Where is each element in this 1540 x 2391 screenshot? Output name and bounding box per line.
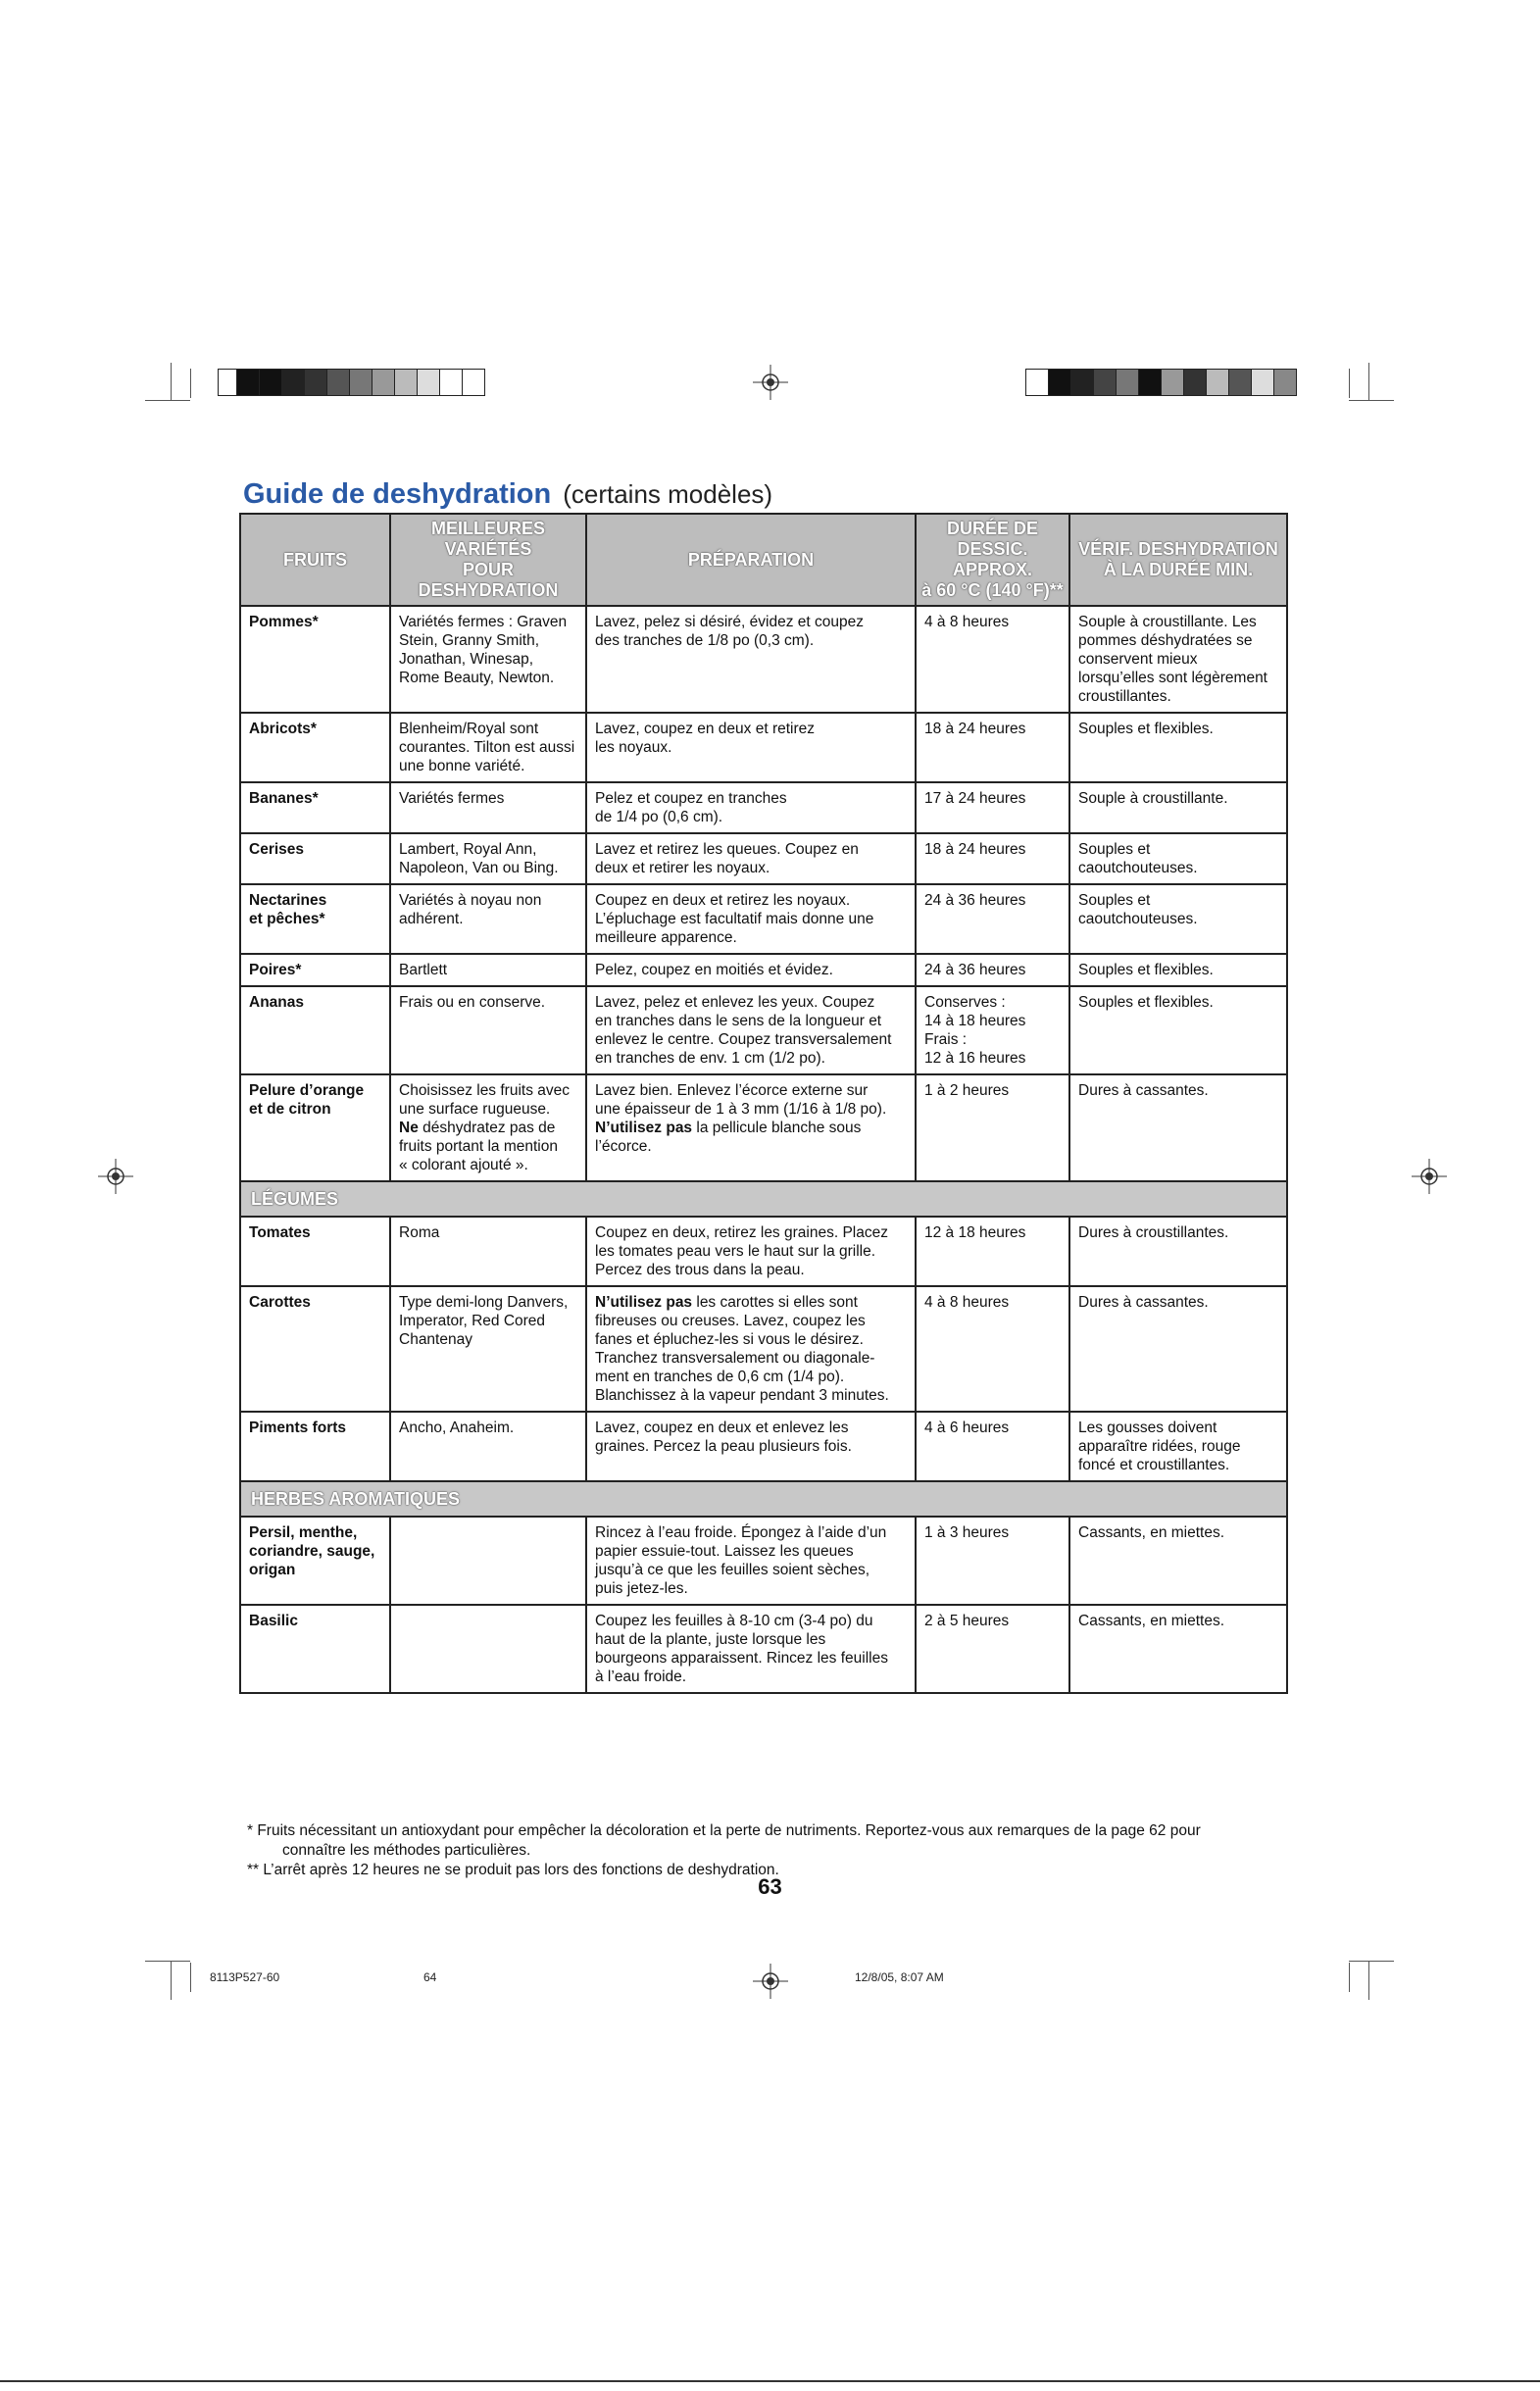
best-varieties <box>390 1605 586 1693</box>
preparation: Coupez en deux, retirez les graines. Placez les tomates peau vers le haut sur la grille. Percez des trous dans la peau. <box>586 1217 916 1286</box>
food-name: Pelure d’orange et de citron <box>240 1074 390 1181</box>
page-title-sub: (certains modèles) <box>563 479 773 509</box>
check-dryness: Souples et flexibles. <box>1069 954 1287 986</box>
footnote-antioxidant: * Fruits nécessitant un antioxydant pour empêcher la décoloration et la perte de nutriments. Reportez-vous aux remarques de la page 62 pour connaître les méthodes particulières. <box>247 1822 1201 1859</box>
best-varieties: Roma <box>390 1217 586 1286</box>
best-varieties: Blenheim/Royal sont courantes. Tilton est aussi une bonne variété. <box>390 713 586 782</box>
table-row <box>240 1074 1287 1181</box>
color-calibration-bar-left <box>218 369 485 396</box>
table-row <box>240 1517 1287 1605</box>
best-varieties: Ancho, Anaheim. <box>390 1412 586 1481</box>
crop-mark <box>171 363 172 400</box>
page-title <box>243 478 772 511</box>
crop-mark <box>145 400 190 401</box>
preparation: Lavez, pelez si désiré, évidez et coupez des tranches de 1/8 po (0,3 cm). <box>586 606 916 713</box>
registration-mark-icon <box>98 1159 133 1194</box>
check-dryness: Souples et caoutchouteuses. <box>1069 884 1287 954</box>
food-name: Persil, menthe, coriandre, sauge, origan <box>240 1517 390 1605</box>
section-header-herbes: HERBES AROMATIQUES <box>240 1481 1287 1517</box>
table-row <box>240 1217 1287 1286</box>
food-name: Tomates <box>240 1217 390 1286</box>
check-dryness: Dures à cassantes. <box>1069 1074 1287 1181</box>
check-dryness: Souple à croustillante. Les pommes déshydratées se conservent mieux lorsqu’elles sont légèrement croustillantes. <box>1069 606 1287 713</box>
drying-time: 18 à 24 heures <box>916 833 1069 884</box>
check-dryness: Souples et flexibles. <box>1069 986 1287 1074</box>
color-calibration-bar-right <box>1025 369 1297 396</box>
preparation: Pelez et coupez en tranches de 1/4 po (0,6 cm). <box>586 782 916 833</box>
food-name: Basilic <box>240 1605 390 1693</box>
registration-mark-icon <box>753 1964 788 1999</box>
header-check: VÉRIF. DESHYDRATION À LA DURÉE MIN. <box>1069 514 1287 606</box>
drying-time: 12 à 18 heures <box>916 1217 1069 1286</box>
drying-time: 1 à 3 heures <box>916 1517 1069 1605</box>
table-row <box>240 1286 1287 1412</box>
food-name: Bananes* <box>240 782 390 833</box>
preparation: Lavez bien. Enlevez l’écorce externe sur une épaisseur de 1 à 3 mm (1/16 à 1/8 po). N’utilisez pas la pellicule blanche sous l’écorce. <box>586 1074 916 1181</box>
preparation: Lavez, coupez en deux et retirez les noyaux. <box>586 713 916 782</box>
table-row <box>240 954 1287 986</box>
drying-time: 1 à 2 heures <box>916 1074 1069 1181</box>
print-date: 12/8/05, 8:07 AM <box>855 1970 944 1984</box>
food-name: Piments forts <box>240 1412 390 1481</box>
footnotes <box>247 1821 1286 1880</box>
preparation: Rincez à l’eau froide. Épongez à l’aide d’un papier essuie-tout. Laissez les queues jusqu’à ce que les feuilles soient sèches, puis jetez-les. <box>586 1517 916 1605</box>
check-dryness: Souples et flexibles. <box>1069 713 1287 782</box>
crop-mark <box>190 369 191 398</box>
drying-time: 24 à 36 heures <box>916 884 1069 954</box>
crop-mark <box>1368 1961 1369 2000</box>
check-dryness: Les gousses doivent apparaître ridées, rouge foncé et croustillantes. <box>1069 1412 1287 1481</box>
footnote-12-hours: ** L’arrêt après 12 heures ne se produit pas lors des fonctions de deshydration. <box>247 1862 779 1878</box>
best-varieties: Lambert, Royal Ann, Napoleon, Van ou Bing. <box>390 833 586 884</box>
crop-mark <box>1349 1961 1394 1962</box>
best-varieties: Variétés fermes : Graven Stein, Granny Smith, Jonathan, Winesap, Rome Beauty, Newton. <box>390 606 586 713</box>
drying-time: Conserves : 14 à 18 heures Frais : 12 à 16 heures <box>916 986 1069 1074</box>
table-row <box>240 1605 1287 1693</box>
best-varieties: Choisissez les fruits avec une surface rugueuse. Ne déshydratez pas de fruits portant la mention « colorant ajouté ». <box>390 1074 586 1181</box>
check-dryness: Souples et caoutchouteuses. <box>1069 833 1287 884</box>
check-dryness: Dures à cassantes. <box>1069 1286 1287 1412</box>
best-varieties: Frais ou en conserve. <box>390 986 586 1074</box>
best-varieties <box>390 1517 586 1605</box>
crop-mark <box>1349 369 1350 398</box>
crop-mark <box>1349 400 1394 401</box>
dehydration-guide-table <box>239 513 1288 1694</box>
drying-time: 4 à 8 heures <box>916 1286 1069 1412</box>
header-preparation: PRÉPARATION <box>586 514 916 606</box>
crop-mark <box>1368 363 1369 400</box>
table-row <box>240 1412 1287 1481</box>
preparation: Pelez, coupez en moitiés et évidez. <box>586 954 916 986</box>
page-number: 63 <box>758 1874 782 1899</box>
check-dryness: Dures à croustillantes. <box>1069 1217 1287 1286</box>
crop-mark <box>190 1963 191 1992</box>
table-row <box>240 606 1287 713</box>
check-dryness: Cassants, en miettes. <box>1069 1517 1287 1605</box>
preparation: Lavez et retirez les queues. Coupez en deux et retirer les noyaux. <box>586 833 916 884</box>
food-name: Carottes <box>240 1286 390 1412</box>
crop-mark <box>145 1961 190 1962</box>
preparation: Coupez en deux et retirez les noyaux. L’épluchage est facultatif mais donne une meilleure apparence. <box>586 884 916 954</box>
crop-mark <box>171 1961 172 2000</box>
table-header-row <box>240 514 1287 606</box>
food-name: Pommes* <box>240 606 390 713</box>
page-title-main: Guide de deshydration <box>243 478 552 510</box>
drying-time: 4 à 6 heures <box>916 1412 1069 1481</box>
preparation: N’utilisez pas les carottes si elles sont fibreuses ou creuses. Lavez, coupez les fanes et épluchez-les si vous le désirez. Tranchez transversalement ou diagonale- ment en tranches de 0,6 cm (1/4 po). Blanchissez à la vapeur pendant 3 minutes. <box>586 1286 916 1412</box>
food-name: Nectarines et pêches* <box>240 884 390 954</box>
header-drying-time: DURÉE DE DESSIC. APPROX. à 60 °C (140 °F)** <box>916 514 1069 606</box>
table-row <box>240 833 1287 884</box>
food-name: Cerises <box>240 833 390 884</box>
table-row <box>240 713 1287 782</box>
registration-mark-icon <box>753 365 788 400</box>
table-row <box>240 782 1287 833</box>
drying-time: 4 à 8 heures <box>916 606 1069 713</box>
best-varieties: Variétés à noyau non adhérent. <box>390 884 586 954</box>
header-best-varieties: MEILLEURES VARIÉTÉS POUR DESHYDRATION <box>390 514 586 606</box>
best-varieties: Variétés fermes <box>390 782 586 833</box>
best-varieties: Bartlett <box>390 954 586 986</box>
check-dryness: Cassants, en miettes. <box>1069 1605 1287 1693</box>
registration-mark-icon <box>1412 1159 1447 1194</box>
table-row <box>240 884 1287 954</box>
food-name: Ananas <box>240 986 390 1074</box>
section-header-legumes: LÉGUMES <box>240 1181 1287 1217</box>
preparation: Lavez, coupez en deux et enlevez les graines. Percez la peau plusieurs fois. <box>586 1412 916 1481</box>
best-varieties: Type demi-long Danvers, Imperator, Red Cored Chantenay <box>390 1286 586 1412</box>
print-page: 64 <box>423 1970 437 1984</box>
check-dryness: Souple à croustillante. <box>1069 782 1287 833</box>
drying-time: 2 à 5 heures <box>916 1605 1069 1693</box>
food-name: Abricots* <box>240 713 390 782</box>
preparation: Lavez, pelez et enlevez les yeux. Coupez en tranches dans le sens de la longueur et enlevez le centre. Coupez transversalement en tranches de env. 1 cm (1/2 po). <box>586 986 916 1074</box>
drying-time: 18 à 24 heures <box>916 713 1069 782</box>
bottom-divider <box>0 2380 1540 2382</box>
drying-time: 17 à 24 heures <box>916 782 1069 833</box>
header-fruits: FRUITS <box>240 514 390 606</box>
food-name: Poires* <box>240 954 390 986</box>
drying-time: 24 à 36 heures <box>916 954 1069 986</box>
print-code: 8113P527-60 <box>210 1970 280 1984</box>
preparation: Coupez les feuilles à 8-10 cm (3-4 po) du haut de la plante, juste lorsque les bourgeons apparaissent. Rincez les feuilles à l’eau froide. <box>586 1605 916 1693</box>
table-row <box>240 986 1287 1074</box>
crop-mark <box>1349 1963 1350 1992</box>
